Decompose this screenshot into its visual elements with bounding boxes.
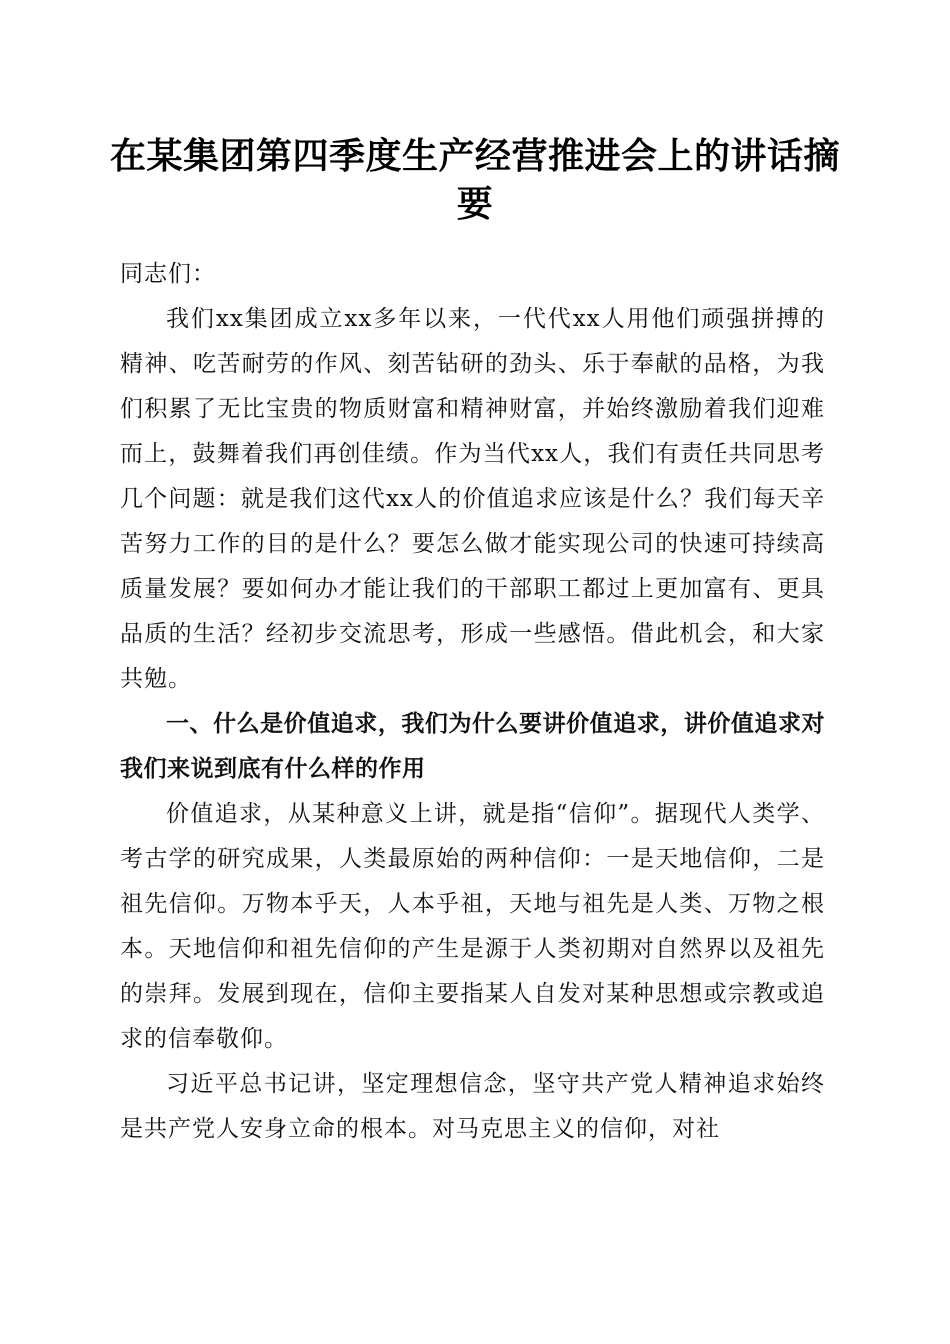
document-body — [120, 252, 825, 1152]
intro-paragraph: 我们xx集团成立xx多年以来，一代代xx人用他们顽强拼搏的精神、吃苦耐劳的作风、刻苦钻研的劲头、乐于奉献的品格，为我们积累了无比宝贵的物质财富和精神财富，并始终激励着我们迎难而上，鼓舞着我们再创佳绩。作为当代xx人，我们有责任共同思考几个问题：就是我们这代xx人的价值追求应该是什么？我们每天辛苦努力工作的目的是什么？要怎么做才能实现公司的快速可持续高质量发展？要如何办才能让我们的干部职工都过上更加富有、更具品质的生活？经初步交流思考，形成一些感悟。借此机会，和大家共勉。 — [120, 306, 825, 692]
section-heading-1: 一、什么是价值追求，我们为什么要讲价值追求，讲价值追求对我们来说到底有什么样的作用 — [120, 711, 825, 782]
section1-paragraph-1: 价值追求，从某种意义上讲，就是指“信仰”。据现代人类学、考古学的研究成果，人类最原始的两种信仰：一是天地信仰，二是祖先信仰。万物本乎天，人本乎祖，天地与祖先是人类、万物之根本。天地信仰和祖先信仰的产生是源于人类初期对自然界以及祖先的崇拜。发展到现在，信仰主要指某人自发对某种思想或宗教或追求的信奉敬仰。 — [120, 801, 825, 1052]
document-title: 在某集团第四季度生产经营推进会上的讲话摘要 — [109, 135, 840, 225]
section1-paragraph-2: 习近平总书记讲，坚定理想信念，坚守共产党人精神追求始终是共产党人安身立命的根本。对马克思主义的信仰，对社 — [120, 1071, 825, 1142]
salutation: 同志们： — [120, 261, 216, 287]
